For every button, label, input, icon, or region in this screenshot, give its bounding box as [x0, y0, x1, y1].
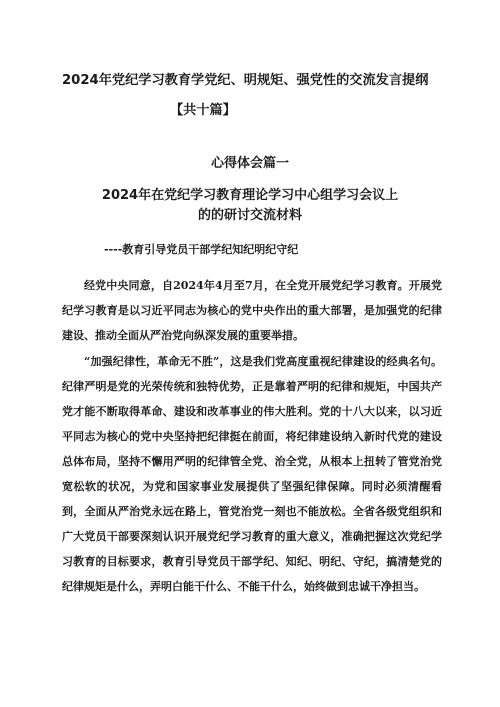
document-title-line2: 【共十篇】 [170, 103, 236, 118]
article-title: 2024年在党纪学习教育理论学习中心组学习会议上的的研讨交流材料 [101, 188, 399, 223]
body-paragraph-1: 经党中央同意，自2024年4月至7月，在全党开展党纪学习教育。开展党纪学习教育是以习近平同志为核心的党中央作出的重大部署，是加强党的纪律建设、推动全面从严治党向纵深发展的重要举措。 [62, 279, 442, 342]
document-title-line1: 2024年党纪学习教育学党纪、明规矩、强党性的交流发言提纲 [62, 73, 429, 88]
document-title [62, 66, 462, 126]
body-paragraph-2: “加强纪律性，革命无不胜”，这是我们党高度重视纪律建设的经典名句。纪律严明是党的光荣传统和独特优势，正是靠着严明的纪律和规矩，中国共产党才能不断取得革命、建设和改革事业的伟大胜利。党的十八大以来，以习近平同志为核心的党中央坚持把纪律挺在前面，将纪律建设纳入新时代党的建设总体布局，坚持不懈用严明的纪律管全党、治全党，从根本上扭转了管党治党宽松软的状况，为党和国家事业发展提供了坚强纪律保障。同时必须清醒看到，全面从严治党永远在路上，管党治党一刻也不能放松。全省各级党组织和广大党员干部要深刻认识开展党纪学习教育的重大意义，准确把握这次党纪学习教育的目标要求，教育引导党员干部学纪、知纪、明纪、守纪，搞清楚党的纪律规矩是什么，弄明白能干什么、不能干什么，始终做到忠诚干净担当。 [62, 355, 442, 593]
article-subtitle: ----教育引导党员干部学纪知纪明纪守纪 [104, 243, 299, 256]
section-heading: 心得体会篇一 [210, 156, 289, 171]
